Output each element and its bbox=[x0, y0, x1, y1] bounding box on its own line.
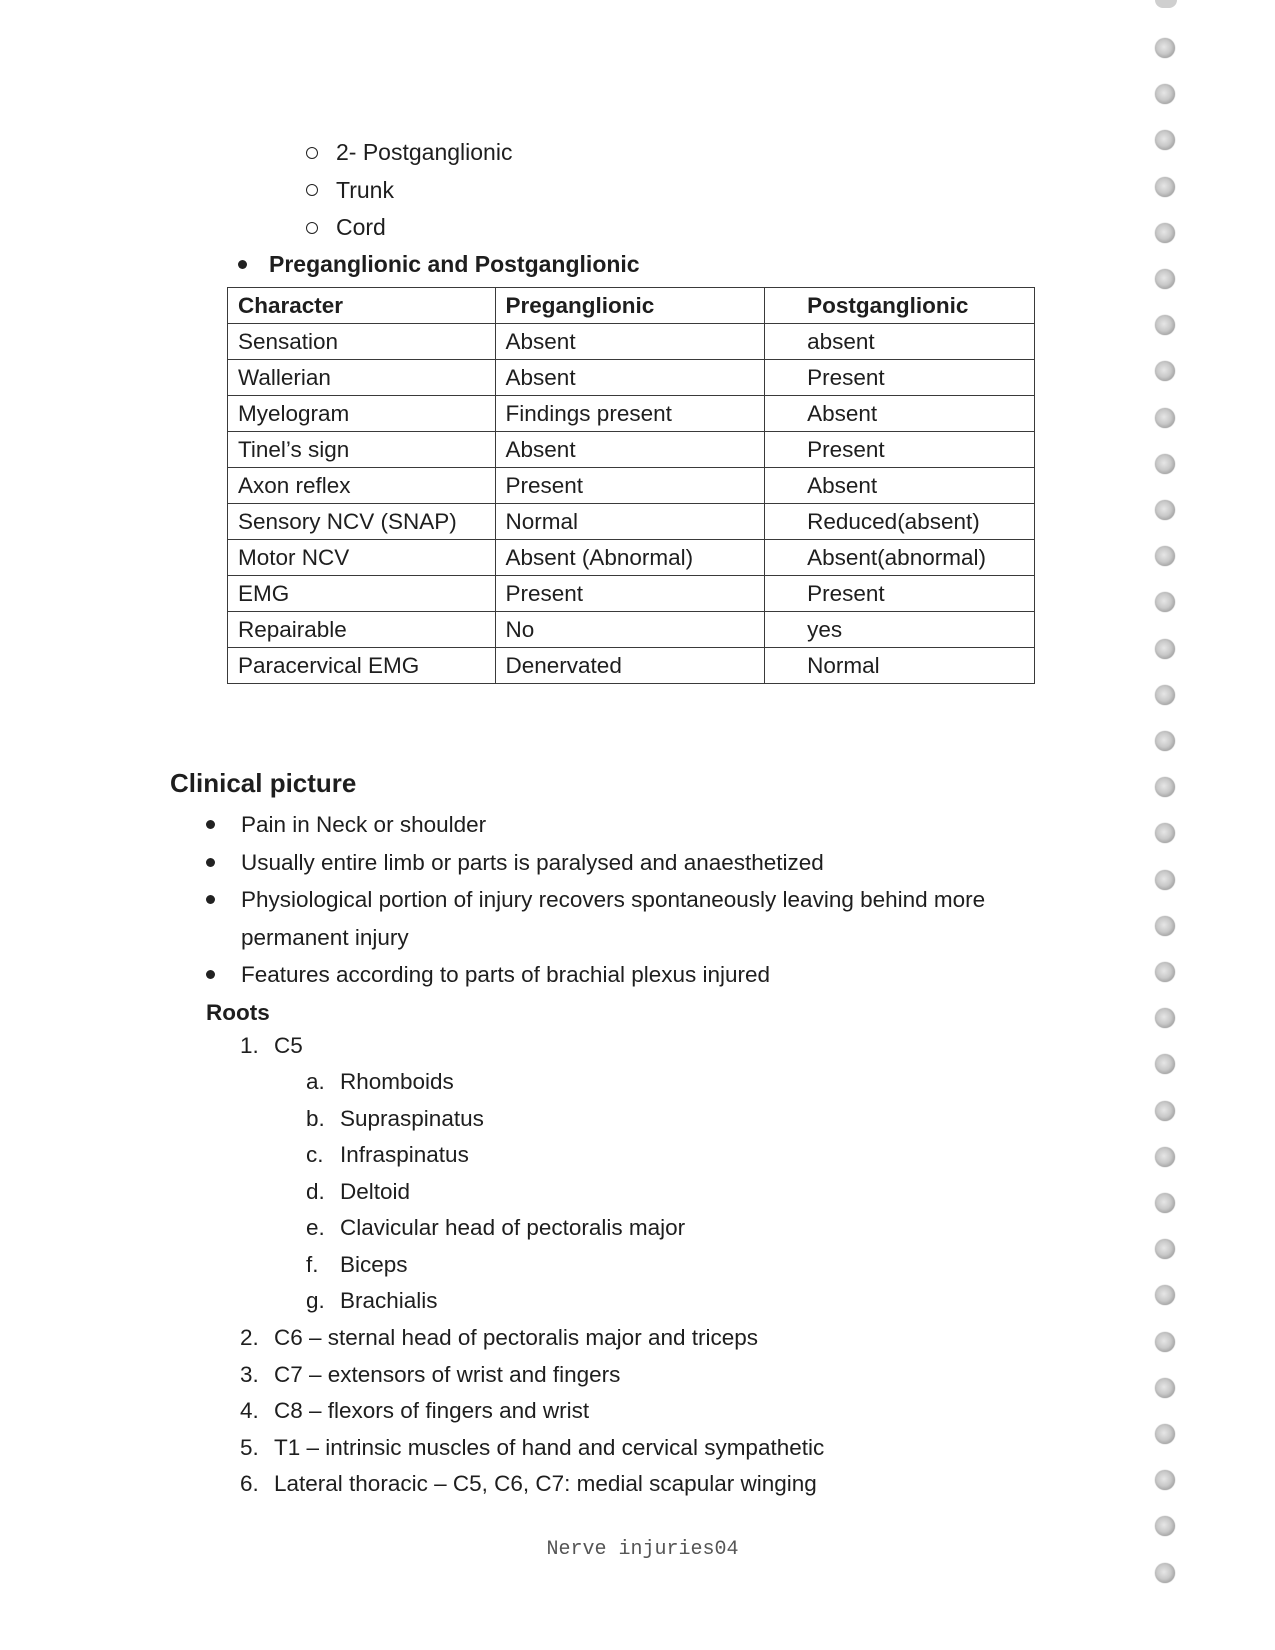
cell-character: Sensation bbox=[228, 324, 496, 360]
list-item: Usually entire limb or parts is paralysed and anaesthetized bbox=[206, 844, 1066, 882]
plexus-sub-list bbox=[306, 134, 512, 247]
table-header-row bbox=[228, 288, 1035, 324]
binding-hole bbox=[1155, 1378, 1175, 1398]
binding-hole bbox=[1155, 546, 1175, 566]
list-item: c. Infraspinatus bbox=[306, 1142, 469, 1168]
cell-character: Paracervical EMG bbox=[228, 648, 496, 684]
list-item: f. Biceps bbox=[306, 1251, 408, 1277]
binding-hole bbox=[1155, 1470, 1175, 1490]
sub-list-item: 2- Postganglionic bbox=[306, 134, 512, 172]
table-row bbox=[228, 612, 1035, 648]
cell-postganglionic: Present bbox=[765, 576, 1035, 612]
binding-hole bbox=[1155, 1147, 1175, 1167]
cell-preganglionic: Normal bbox=[495, 504, 765, 540]
cell-character: EMG bbox=[228, 576, 496, 612]
cell-preganglionic: Absent bbox=[495, 432, 765, 468]
cell-character: Repairable bbox=[228, 612, 496, 648]
list-item: b. Supraspinatus bbox=[306, 1105, 484, 1131]
binding-hole bbox=[1155, 1193, 1175, 1213]
list-item: Features according to parts of brachial plexus injured bbox=[206, 956, 1066, 994]
table-row bbox=[228, 504, 1035, 540]
list-item: Pain in Neck or shoulder bbox=[206, 806, 1066, 844]
binding-hole bbox=[1155, 361, 1175, 381]
binding-hole bbox=[1155, 454, 1175, 474]
binding-hole bbox=[1155, 962, 1175, 982]
section-title-clinical-picture: Clinical picture bbox=[170, 768, 357, 798]
sub-list-item: Cord bbox=[306, 209, 512, 247]
cell-character: Axon reflex bbox=[228, 468, 496, 504]
binding-hole bbox=[1155, 408, 1175, 428]
cell-postganglionic: Present bbox=[765, 360, 1035, 396]
cell-preganglionic: Absent bbox=[495, 324, 765, 360]
list-item: 6. Lateral thoracic – C5, C6, C7: medial scapular winging bbox=[240, 1471, 817, 1497]
comparison-table bbox=[227, 287, 1035, 684]
cell-preganglionic: Denervated bbox=[495, 648, 765, 684]
clinical-bullet-list bbox=[206, 806, 1066, 994]
binding-hole bbox=[1155, 269, 1175, 289]
list-item: a. Rhomboids bbox=[306, 1069, 454, 1095]
cell-postganglionic: Present bbox=[765, 432, 1035, 468]
table-row bbox=[228, 360, 1035, 396]
bullet-icon bbox=[206, 858, 215, 867]
cell-character: Wallerian bbox=[228, 360, 496, 396]
list-item: 2. C6 – sternal head of pectoralis major and triceps bbox=[240, 1325, 759, 1351]
cell-postganglionic: Absent bbox=[765, 396, 1035, 432]
bullet-icon bbox=[206, 895, 215, 904]
cell-preganglionic: No bbox=[495, 612, 765, 648]
binding-hole bbox=[1155, 1424, 1175, 1444]
list-item: Physiological portion of injury recovers spontaneously leaving behind more permanent injury bbox=[206, 881, 1066, 956]
cell-preganglionic: Findings present bbox=[495, 396, 765, 432]
list-item: 5. T1 – intrinsic muscles of hand and cervical sympathetic bbox=[240, 1434, 825, 1460]
sub-list-item: Trunk bbox=[306, 172, 512, 210]
binding-hole bbox=[1155, 592, 1175, 612]
binding-hole bbox=[1155, 500, 1175, 520]
list-item: d. Deltoid bbox=[306, 1178, 411, 1204]
table-row bbox=[228, 540, 1035, 576]
cell-preganglionic: Absent bbox=[495, 360, 765, 396]
table-row bbox=[228, 576, 1035, 612]
binding-hole bbox=[1155, 315, 1175, 335]
binding-hole bbox=[1155, 1008, 1175, 1028]
cell-character: Tinel’s sign bbox=[228, 432, 496, 468]
roots-list-rest bbox=[240, 1320, 824, 1503]
bullet-icon bbox=[206, 820, 215, 829]
binding-hole bbox=[1155, 639, 1175, 659]
binding-hole bbox=[1155, 916, 1175, 936]
page-footer: Nerve injuries04 bbox=[546, 1538, 739, 1561]
binding-hole bbox=[1155, 130, 1175, 150]
table-row bbox=[228, 324, 1035, 360]
binding-hole bbox=[1155, 177, 1175, 197]
cell-preganglionic: Present bbox=[495, 576, 765, 612]
table-row bbox=[228, 396, 1035, 432]
binding-hole bbox=[1155, 731, 1175, 751]
list-item: 1. C5 bbox=[240, 1033, 303, 1059]
header-preganglionic: Preganglionic bbox=[495, 288, 765, 324]
binding-hole bbox=[1155, 223, 1175, 243]
cell-postganglionic: absent bbox=[765, 324, 1035, 360]
cell-character: Sensory NCV (SNAP) bbox=[228, 504, 496, 540]
cell-postganglionic: Reduced(absent) bbox=[765, 504, 1035, 540]
list-item: 3. C7 – extensors of wrist and fingers bbox=[240, 1361, 621, 1387]
cell-character: Myelogram bbox=[228, 396, 496, 432]
table-row bbox=[228, 432, 1035, 468]
cell-postganglionic: Absent bbox=[765, 468, 1035, 504]
list-item: e. Clavicular head of pectoralis major bbox=[306, 1215, 686, 1241]
list-item: 4. C8 – flexors of fingers and wrist bbox=[240, 1398, 590, 1424]
binding-hole bbox=[1155, 1239, 1175, 1259]
binding-hole bbox=[1155, 84, 1175, 104]
binding-hole bbox=[1155, 1101, 1175, 1121]
binding-hole bbox=[1155, 1285, 1175, 1305]
cell-character: Motor NCV bbox=[228, 540, 496, 576]
table-row bbox=[228, 648, 1035, 684]
circle-bullet-icon bbox=[306, 184, 318, 196]
circle-bullet-icon bbox=[306, 147, 318, 159]
table-heading: Preganglionic and Postganglionic bbox=[238, 251, 640, 278]
binding-hole bbox=[1155, 1054, 1175, 1074]
binding-hole bbox=[1155, 870, 1175, 890]
header-character: Character bbox=[228, 288, 496, 324]
cell-preganglionic: Absent (Abnormal) bbox=[495, 540, 765, 576]
binding-hole bbox=[1155, 685, 1175, 705]
binding-hole bbox=[1155, 1332, 1175, 1352]
cell-postganglionic: Absent(abnormal) bbox=[765, 540, 1035, 576]
spiral-binding bbox=[1155, 0, 1185, 1650]
binding-hole bbox=[1155, 38, 1175, 58]
cell-postganglionic: Normal bbox=[765, 648, 1035, 684]
cell-postganglionic: yes bbox=[765, 612, 1035, 648]
binding-hole bbox=[1155, 1516, 1175, 1536]
binding-hole bbox=[1155, 1563, 1175, 1583]
list-item: g. Brachialis bbox=[306, 1288, 438, 1314]
circle-bullet-icon bbox=[306, 222, 318, 234]
header-postganglionic: Postganglionic bbox=[765, 288, 1035, 324]
bullet-icon bbox=[238, 260, 247, 269]
cell-preganglionic: Present bbox=[495, 468, 765, 504]
roots-list-first bbox=[240, 1028, 303, 1065]
table-row bbox=[228, 468, 1035, 504]
c5-muscle-list bbox=[306, 1064, 685, 1320]
binding-hole bbox=[1155, 823, 1175, 843]
roots-label: Roots bbox=[206, 1000, 270, 1025]
bullet-icon bbox=[206, 970, 215, 979]
binding-hole bbox=[1155, 777, 1175, 797]
